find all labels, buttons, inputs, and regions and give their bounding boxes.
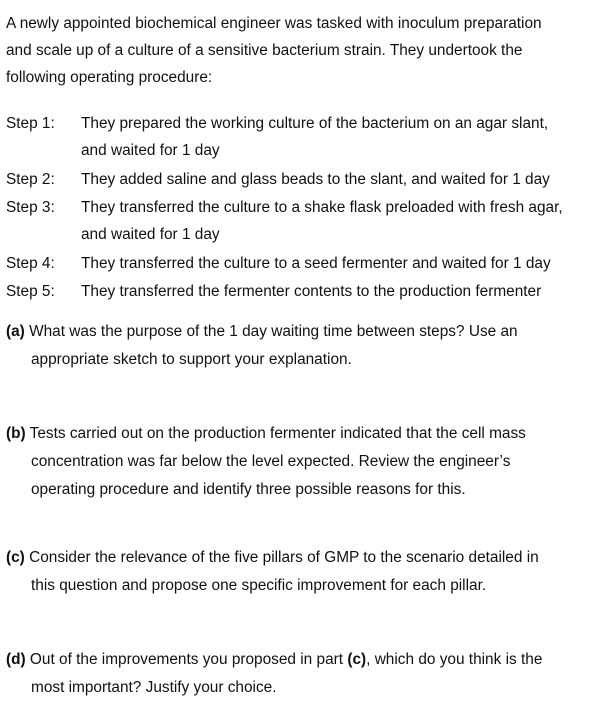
question-tag: (d) (6, 651, 26, 668)
question-text: Consider the relevance of the five pillars of GMP to the scenario detailed in (24, 549, 539, 566)
question-line (6, 544, 606, 572)
question-line: concentration was far below the level expected. Review the engineer’s (31, 453, 511, 470)
question-b (6, 420, 606, 504)
question-line (6, 318, 606, 346)
question-line (6, 646, 606, 674)
step-label: Step 4: (6, 255, 55, 272)
step-text (81, 110, 606, 164)
question-line: operating procedure and identify three possible reasons for this. (31, 481, 466, 498)
question-tag: (a) (6, 323, 25, 340)
question-text: Tests carried out on the production fermenter indicated that the cell mass (25, 425, 526, 442)
intro-line: and scale up of a culture of a sensitive bacterium strain. They undertook the (6, 42, 523, 59)
question-text: What was the purpose of the 1 day waiting time between steps? Use an (24, 323, 518, 340)
question-line: this question and propose one specific improvement for each pillar. (31, 577, 487, 594)
question-text: , which do you think is the (366, 651, 543, 668)
step-label: Step 5: (6, 283, 55, 300)
step-line: They added saline and glass beads to the slant, and waited for 1 day (81, 171, 550, 188)
step-line: and waited for 1 day (81, 226, 220, 243)
step-text (81, 166, 606, 193)
step-label: Step 1: (6, 115, 55, 132)
question-d (6, 646, 606, 702)
question-line (6, 420, 606, 448)
step-label: Step 3: (6, 199, 55, 216)
intro-line: following operating procedure: (6, 69, 213, 86)
question-text: Out of the improvements you proposed in part (25, 651, 348, 668)
question-tag: (b) (6, 425, 26, 442)
step-text (81, 278, 606, 305)
question-line: most important? Justify your choice. (31, 679, 277, 696)
step-text (81, 194, 606, 248)
step-text (81, 250, 606, 277)
question-a (6, 318, 606, 374)
intro-line: A newly appointed biochemical engineer was tasked with inoculum preparation (6, 15, 542, 32)
question-line: appropriate sketch to support your explanation. (31, 351, 352, 368)
intro-paragraph (6, 10, 606, 91)
step-line: They transferred the culture to a shake flask preloaded with fresh agar, (81, 199, 563, 216)
step-line: They transferred the fermenter contents to the production fermenter (81, 283, 542, 300)
question-c (6, 544, 606, 600)
step-label: Step 2: (6, 171, 55, 188)
step-line: They prepared the working culture of the bacterium on an agar slant, (81, 115, 549, 132)
question-tag: (c) (6, 549, 25, 566)
step-line: They transferred the culture to a seed fermenter and waited for 1 day (81, 255, 551, 272)
part-reference: (c) (347, 651, 367, 668)
step-line: and waited for 1 day (81, 142, 220, 159)
